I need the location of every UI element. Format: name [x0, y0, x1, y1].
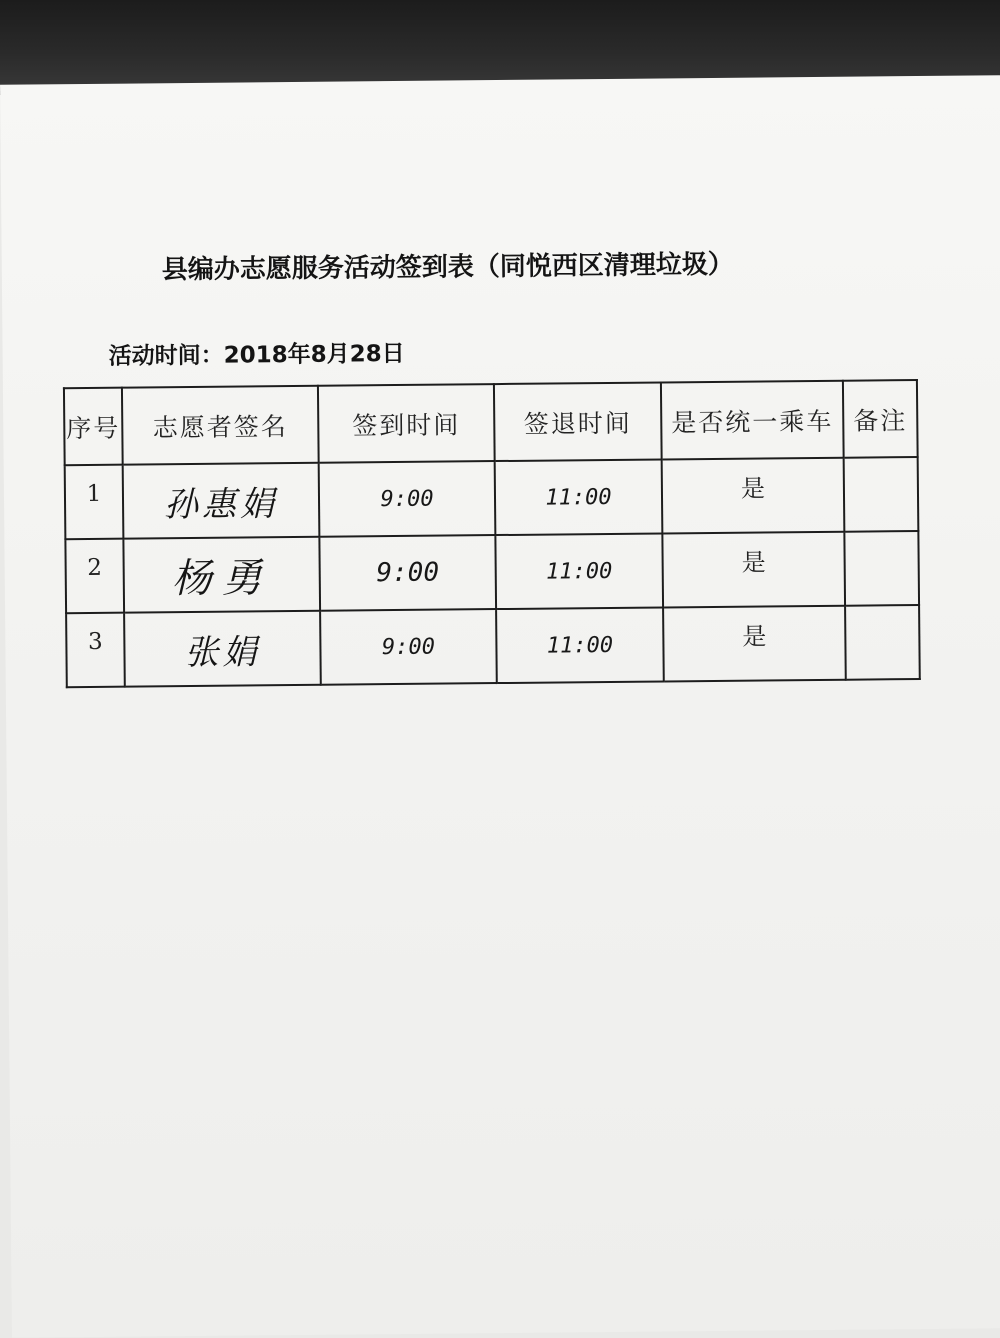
table-row — [66, 605, 920, 687]
table-row — [65, 457, 919, 539]
row-number: 2 — [65, 539, 124, 614]
sign-out-time: 11:00 — [495, 533, 663, 609]
sign-out-time: 11:00 — [495, 459, 663, 535]
note-cell — [844, 457, 919, 532]
shuttle-status: 是 — [662, 532, 845, 608]
note-cell — [844, 531, 919, 606]
shuttle-status: 是 — [662, 458, 845, 534]
header-sign-in-time: 签到时间 — [318, 384, 495, 463]
header-volunteer-signature: 志愿者签名 — [122, 386, 319, 465]
sign-in-time: 9:00 — [319, 535, 496, 611]
header-note: 备注 — [843, 380, 918, 458]
sign-in-time: 9:00 — [319, 461, 496, 537]
sheet-title: 县编办志愿服务活动签到表（同悦西区清理垃圾） — [161, 249, 734, 286]
volunteer-signature — [123, 463, 320, 539]
table-row — [65, 531, 919, 613]
handwritten-name: 孙惠娟 — [163, 483, 279, 525]
header-number: 序号 — [64, 388, 123, 466]
activity-date: 活动时间：2018年8月28日 — [108, 340, 405, 370]
header-shuttle: 是否统一乘车 — [661, 381, 844, 460]
sign-in-table — [63, 379, 921, 688]
handwritten-name: 张娟 — [184, 631, 261, 673]
sign-in-sheet — [0, 75, 1000, 1338]
volunteer-signature — [124, 611, 321, 687]
volunteer-signature — [123, 537, 320, 613]
handwritten-name: 杨勇 — [171, 554, 272, 602]
row-number: 1 — [65, 465, 124, 540]
row-number: 3 — [66, 613, 125, 688]
header-sign-out-time: 签退时间 — [494, 382, 662, 461]
table-header-row — [64, 380, 918, 465]
shuttle-status: 是 — [663, 606, 846, 682]
sign-in-time: 9:00 — [320, 609, 497, 685]
note-cell — [845, 605, 920, 680]
sign-out-time: 11:00 — [496, 607, 664, 683]
